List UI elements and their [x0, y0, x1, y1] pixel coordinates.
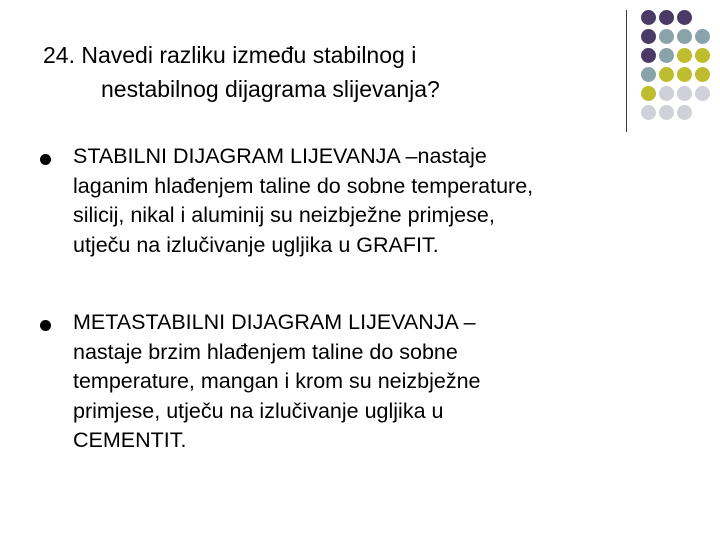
bullet-text	[73, 142, 673, 260]
decorative-dot	[677, 10, 692, 25]
decorative-dot	[659, 67, 674, 82]
decorative-dot	[659, 105, 674, 120]
decorative-dot	[659, 86, 674, 101]
bullet-text-line: laganim hlađenjem taline do sobne temperature,	[73, 173, 534, 198]
bullet-text-line: primjese, utječu na izlučivanje ugljika u	[73, 398, 444, 423]
bullet-text-line: silicij, nikal i aluminij su neizbježne primjese,	[73, 203, 495, 227]
bullet-text-line: nastaje brzim hlađenjem taline do sobne	[73, 339, 458, 364]
decorative-dot	[641, 105, 656, 120]
decorative-dot	[677, 86, 692, 101]
bullet-dot-icon	[40, 154, 51, 165]
decorative-dot	[677, 29, 692, 44]
decorative-dot	[695, 86, 710, 101]
decorative-dot	[659, 10, 674, 25]
decorative-dot	[641, 10, 656, 25]
decorative-dot	[641, 48, 656, 63]
bullet-dot-icon	[40, 320, 51, 331]
bullet-text-line: METASTABILNI DIJAGRAM LIJEVANJA –	[73, 310, 476, 334]
decorative-dot-grid	[0, 0, 720, 140]
slide-title-line-1: 24. Navedi razliku između stabilnog i	[43, 42, 417, 68]
bullet-text-line: temperature, mangan i krom su neizbježne	[73, 369, 481, 393]
decorative-dot	[659, 48, 674, 63]
bullet-text-line: utječu na izlučivanje ugljika u GRAFIT.	[73, 232, 439, 257]
decorative-dot	[659, 29, 674, 44]
decorative-dot	[695, 67, 710, 82]
decorative-dot	[641, 86, 656, 101]
decorative-dot	[695, 29, 710, 44]
decorative-vertical-line	[626, 10, 627, 132]
decorative-dot	[677, 105, 692, 120]
slide-title-line-2: nestabilnog dijagrama slijevanja?	[101, 76, 440, 102]
bullet-text-line: CEMENTIT.	[73, 428, 187, 452]
decorative-dot	[641, 29, 656, 44]
decorative-dot	[641, 67, 656, 82]
decorative-dot	[677, 67, 692, 82]
bullet-text	[73, 308, 673, 456]
bullet-text-line: STABILNI DIJAGRAM LIJEVANJA –nastaje	[73, 144, 487, 168]
decorative-dot	[695, 48, 710, 63]
decorative-dot	[677, 48, 692, 63]
